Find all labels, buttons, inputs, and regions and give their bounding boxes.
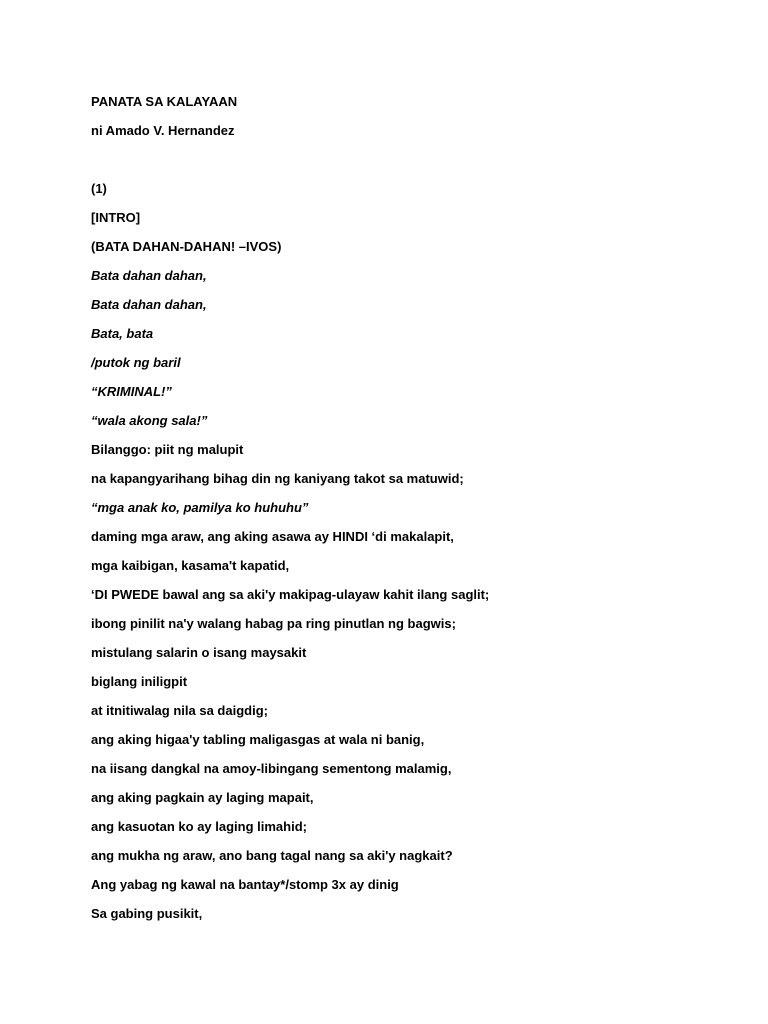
document-author: ni Amado V. Hernandez	[91, 123, 235, 138]
blank-line	[91, 151, 711, 180]
poem-line: na iisang dangkal na amoy-libingang sementong malamig,	[91, 761, 452, 776]
poem-line: Bilanggo: piit ng malupit	[91, 442, 244, 457]
poem-line: biglang iniligpit	[91, 674, 188, 689]
document-title: PANATA SA KALAYAAN	[91, 94, 238, 109]
poem-line: Bata dahan dahan,	[91, 268, 207, 283]
poem-line: Bata, bata	[91, 326, 154, 341]
poem-line: at itnitiwalag nila sa daigdig;	[91, 703, 268, 718]
poem-line: [INTRO]	[91, 210, 141, 225]
poem-line: ibong pinilit na'y walang habag pa ring pinutlan ng bagwis;	[91, 616, 456, 631]
poem-line: ang aking pagkain ay laging mapait,	[91, 790, 314, 805]
poem-line: ‘DI PWEDE bawal ang sa aki'y makipag-ulayaw kahit ilang saglit;	[91, 587, 490, 602]
poem-line: ang aking higaa'y tabling maligasgas at wala ni banig,	[91, 732, 425, 747]
poem-line: (BATA DAHAN-DAHAN! –IVOS)	[91, 239, 282, 254]
poem-line: ang mukha ng araw, ano bang tagal nang sa aki'y nagkait?	[91, 848, 453, 863]
poem-line: (1)	[91, 181, 107, 196]
poem-line: ang kasuotan ko ay laging limahid;	[91, 819, 307, 834]
poem-line: Sa gabing pusikit,	[91, 906, 203, 921]
poem-line: mga kaibigan, kasama't kapatid,	[91, 558, 290, 573]
poem-line: mistulang salarin o isang maysakit	[91, 645, 307, 660]
poem-line: “wala akong sala!”	[91, 413, 208, 428]
poem-line: daming mga araw, ang aking asawa ay HINDI ‘di makalapit,	[91, 529, 454, 544]
poem-line: Bata dahan dahan,	[91, 297, 207, 312]
poem-line: “mga anak ko, pamilya ko huhuhu”	[91, 500, 309, 515]
document-body	[91, 93, 711, 934]
poem-line: Ang yabag ng kawal na bantay*/stomp 3x ay dinig	[91, 877, 399, 892]
poem-line: “KRIMINAL!”	[91, 384, 172, 399]
poem-lines	[91, 180, 711, 934]
poem-line: na kapangyarihang bihag din ng kaniyang takot sa matuwid;	[91, 471, 464, 486]
poem-line: /putok ng baril	[91, 355, 181, 370]
